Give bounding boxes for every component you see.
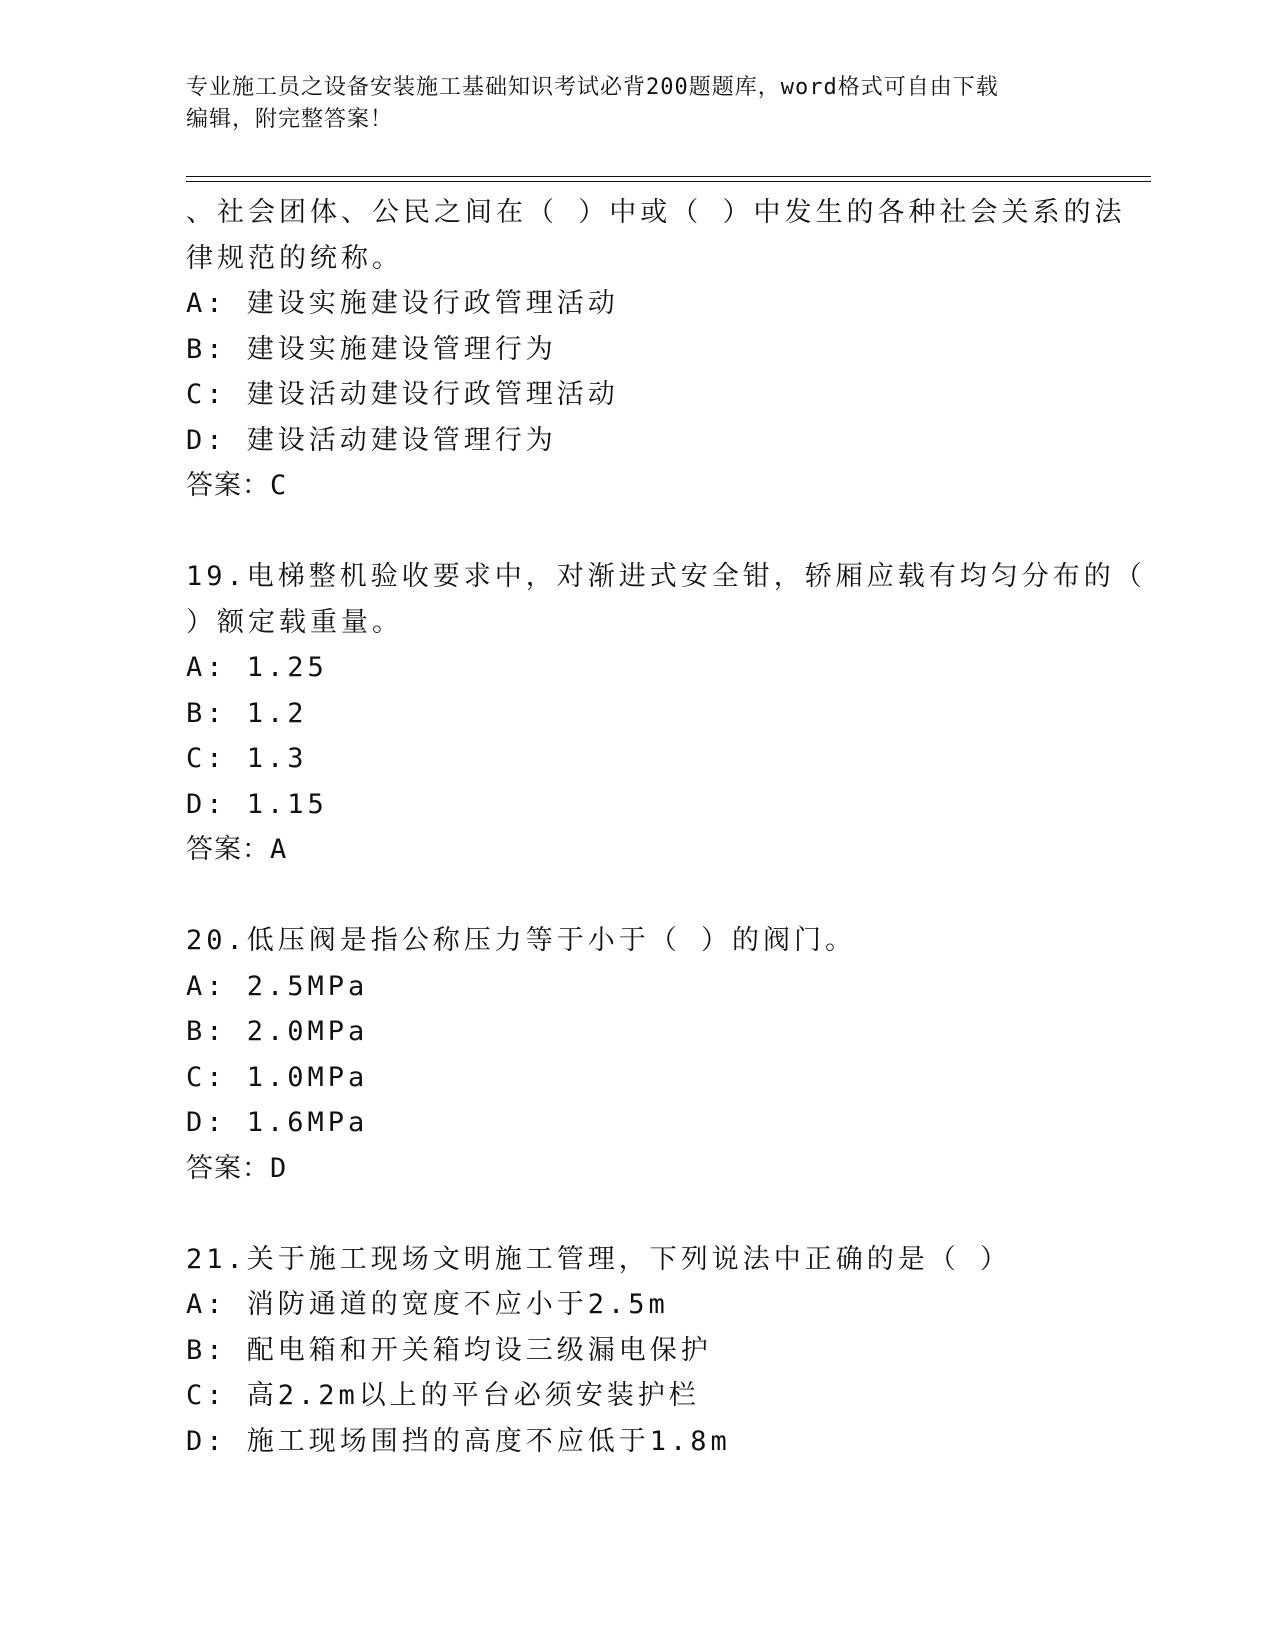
option-c: C: 1.3 <box>186 743 308 774</box>
question-20 <box>186 918 1086 1191</box>
question-list <box>186 190 1146 1464</box>
answer-label: 答案： <box>186 1152 270 1184</box>
answer-value: A <box>270 834 288 865</box>
question-19 <box>186 554 1146 873</box>
question-text-line: 20.低压阀是指公称压力等于小于（ ）的阀门。 <box>186 925 857 956</box>
question-text-line: 律规范的统称。 <box>186 242 403 274</box>
document-header <box>186 72 1086 136</box>
option-a: A: 建设实施建设行政管理活动 <box>186 288 619 319</box>
option-c: C: 建设活动建设行政管理活动 <box>186 379 619 410</box>
header-line-1: 专业施工员之设备安装施工基础知识考试必背200题题库，word格式可自由下载 <box>186 75 999 100</box>
question-text-line: 、社会团体、公民之间在（ ）中或（ ）中发生的各种社会关系的法 <box>186 197 1126 228</box>
spacer <box>186 873 1086 919</box>
option-b: B: 建设实施建设管理行为 <box>186 333 557 365</box>
option-a: A: 2.5MPa <box>186 970 369 1002</box>
option-b: B: 1.2 <box>186 697 308 729</box>
answer <box>186 463 1086 509</box>
answer-label: 答案： <box>186 834 270 865</box>
question-21 <box>186 1237 1086 1465</box>
option-d: D: 1.6MPa <box>186 1107 369 1138</box>
spacer <box>186 509 1086 555</box>
option-a: A: 1.25 <box>186 652 328 683</box>
answer-value: D <box>270 1152 288 1184</box>
answer-label: 答案： <box>186 470 270 501</box>
header-divider-top <box>186 176 1151 177</box>
question-text-line: ）额定载重量。 <box>186 606 403 638</box>
header-line-2: 编辑，附完整答案！ <box>186 107 394 132</box>
option-a: A: 消防通道的宽度不应小于2.5m <box>186 1289 669 1320</box>
answer <box>186 827 1086 873</box>
option-c: C: 高2.2m以上的平台必须安装护栏 <box>186 1380 700 1411</box>
question-text-line: 21.关于施工现场文明施工管理，下列说法中正确的是（ ） <box>186 1243 1012 1275</box>
header-divider-bottom <box>186 181 1151 182</box>
option-b: B: 配电箱和开关箱均设三级漏电保护 <box>186 1334 712 1366</box>
answer <box>186 1146 1086 1192</box>
question-text-line: 19.电梯整机验收要求中，对渐进式安全钳，轿厢应载有均匀分布的（ <box>186 561 1146 592</box>
answer-value: C <box>270 470 288 501</box>
option-b: B: 2.0MPa <box>186 1016 369 1047</box>
option-d: D: 施工现场围挡的高度不应低于1.8m <box>186 1425 731 1457</box>
question-18 <box>186 190 1126 509</box>
option-d: D: 建设活动建设管理行为 <box>186 424 557 456</box>
option-d: D: 1.15 <box>186 788 328 820</box>
spacer <box>186 1191 1086 1237</box>
option-c: C: 1.0MPa <box>186 1061 369 1093</box>
